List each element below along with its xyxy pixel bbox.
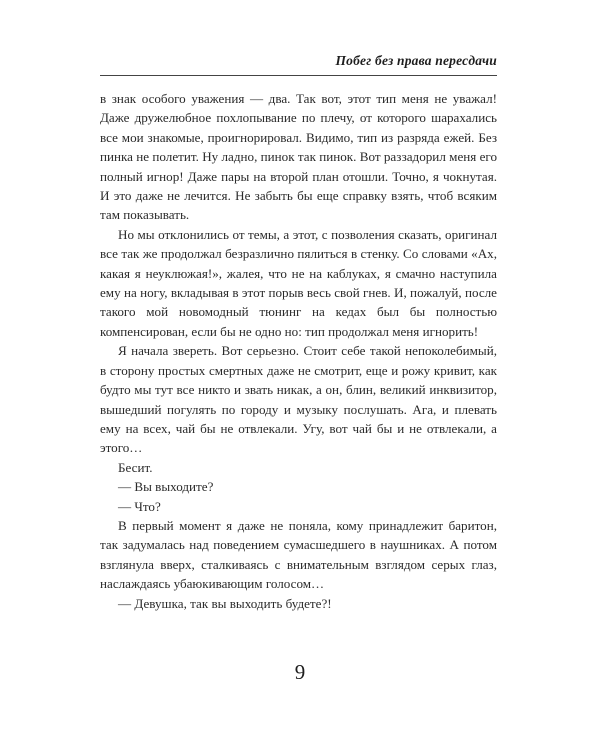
dialogue-line: — Девушка, так вы выходить будете?! <box>118 595 332 611</box>
paragraph: Но мы отклонились от темы, а этот, с позволения сказать, оригинал все так же продолжал безразлично пялиться в стенку. Со словами «Ах, какая я неуклюжая!», жалея, что не на каблуках, я смачно наступила ему на ногу, вкладывая в этот порыв весь свой гнев. И, пожалуй, после такого мой новомодный тюнинг на кедах был бы полностью компенсирован, если бы не одно но: тип продолжал меня игнорить! <box>100 226 497 339</box>
dialogue-line: — Что? <box>118 498 161 514</box>
paragraph: Я начала звереть. Вот серьезно. Стоит себе такой непоколебимый, в сторону простых смертных даже не смотрит, еще и рожу кривит, как будто мы тут все никто и звать никак, а он, блин, великий инквизитор, вышедший погулять по городу и музыку послушать. Ага, и плевать ему на всех, чай бы не отвлекали. Угу, вот чай бы и не отвлекали, а этого… <box>100 343 497 456</box>
paragraph: В первый момент я даже не поняла, кому принадлежит баритон, так задумалась над поведением сумасшедшего в наушниках. А потом взглянула вверх, сталкиваясь с внимательным взглядом серых глаз, наслаждаясь убаюкивающим голосом… <box>100 517 497 592</box>
paragraph: Бесит. <box>118 459 153 475</box>
body-text <box>100 89 497 613</box>
dialogue-line: — Вы выходите? <box>118 479 214 495</box>
page-number: 9 <box>294 660 306 684</box>
header-rule <box>100 75 497 76</box>
paragraph: в знак особого уважения — два. Так вот, этот тип меня не уважал! Даже дружелюбное похлопывание по плечу, от которого шарахались все мои знакомые, проигнорировал. Видимо, тип из разряда ежей. Без пинка не полетит. Ну ладно, пинок так пинок. Вот раззадорил меня его полный игнор! Даже пары на второй план отошли. Точно, я чокнутая. И это даже не лечится. Не забыть бы еще справку взять, чтоб всяким там показывать. <box>100 91 497 223</box>
running-head: Побег без права пересдачи <box>335 53 497 68</box>
